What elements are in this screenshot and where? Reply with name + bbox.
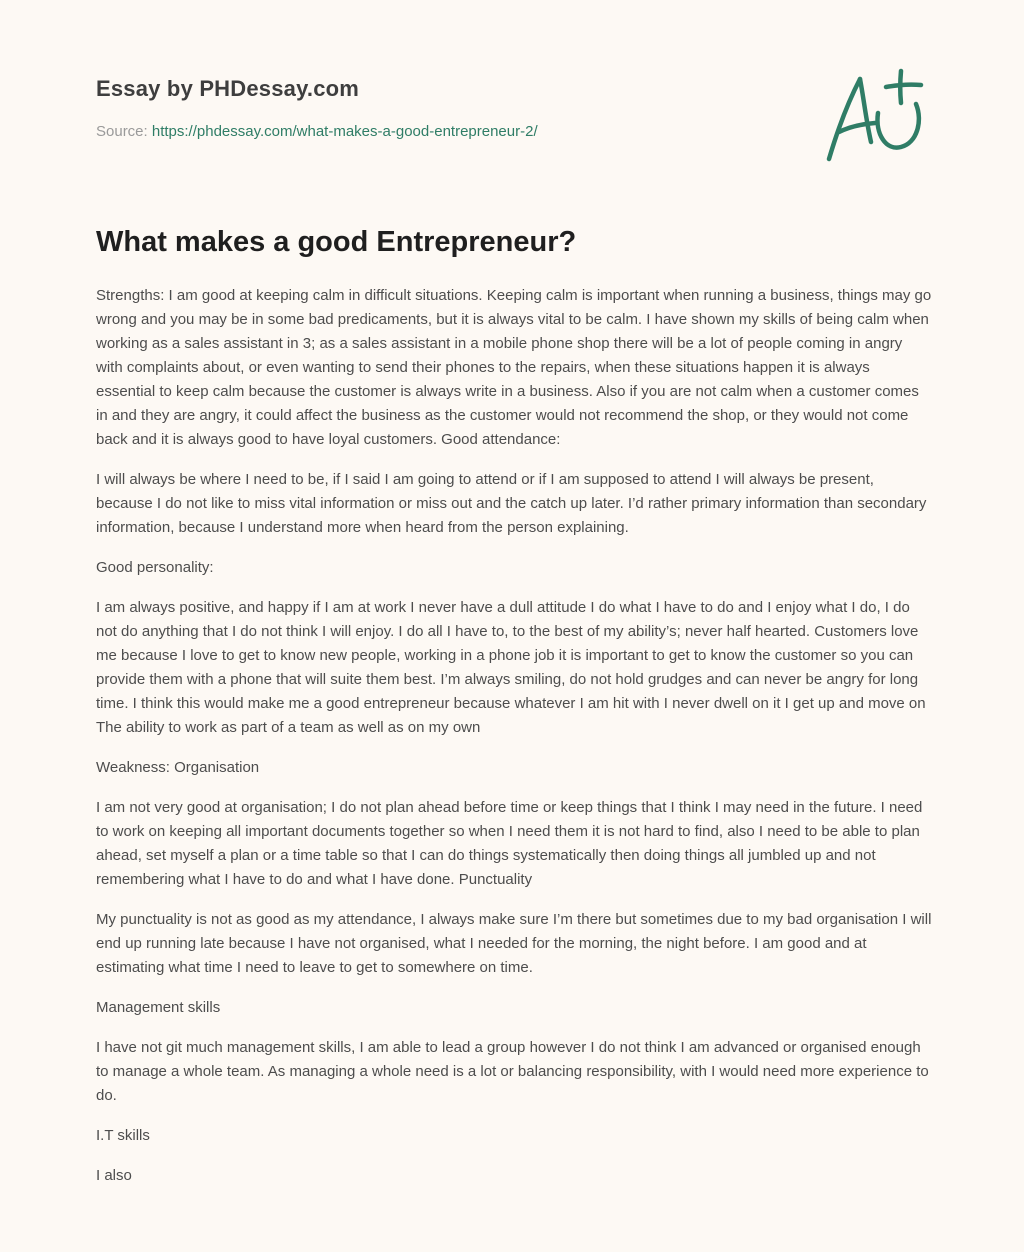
source-link[interactable]: https://phdessay.com/what-makes-a-good-entrepreneur-2/ bbox=[151, 123, 538, 140]
source-label: Source: bbox=[96, 123, 148, 140]
essay-paragraph: Strengths: I am good at keeping calm in difficult situations. Keeping calm is important when running a business, things may go wrong and you may be in some bad predicaments, but it is always vital to be calm. I have shown my skills of being calm when working as a sales assistant in 3; as a sales assistant in a mobile phone shop there will be a lot of people coming in angry with complaints about, or even wanting to send their phones to the repairs, when these situations happen it is always essential to keep calm because the customer is always write in a business. Also if you are not calm when a customer comes in and they are angry, it could affect the business as the customer would not recommend the shop, or they would not come back and it is always good to have loyal customers. Good attendance: bbox=[96, 287, 932, 448]
logo-plus-horizontal bbox=[886, 85, 921, 87]
essay-paragraph: I have not git much management skills, I am able to lead a group however I do not think I am advanced or organised enough to manage a whole team. As managing a whole need is a lot or balancing responsibility, with I would need more experience to do. bbox=[96, 1039, 929, 1104]
section-heading: Management skills bbox=[96, 999, 221, 1016]
essay-body bbox=[96, 284, 932, 1204]
essay-paragraph: I am always positive, and happy if I am at work I never have a dull attitude I do what I have to do and I enjoy what I do, I do not do anything that I do not think I will enjoy. I do all I have to, to the best of my ability’s; never half hearted. Customers love me because I love to get to know new people, working in a phone job it is important to get to know the customer so you can provide them with a phone that will suite them best. I’m always smiling, do not hold grudges and can never be angry for long time. I think this would make me a good entrepreneur because whatever I am hit with I never dwell on it I get up and move on The ability to work as part of a team as well as on my own bbox=[96, 599, 926, 736]
source-line bbox=[96, 123, 538, 140]
logo-loop bbox=[878, 104, 919, 148]
a-plus-logo-svg bbox=[820, 66, 930, 166]
site-title: Essay by PHDessay.com bbox=[96, 76, 360, 101]
essay-title: What makes a good Entrepreneur? bbox=[96, 226, 577, 258]
section-heading: Weakness: Organisation bbox=[96, 759, 260, 776]
essay-paragraph: I will always be where I need to be, if I said I am going to attend or if I am supposed to attend I will always be present, because I do not like to miss vital information or miss out and the catch up later. I’d rather primary information than secondary information, because I understand more when heard from the person explaining. bbox=[96, 471, 927, 536]
section-heading: I.T skills bbox=[96, 1127, 150, 1144]
essay-paragraph: I am not very good at organisation; I do not plan ahead before time or keep things that I think I may need in the future. I need to work on keeping all important documents together so when I need them it is not hard to find, also I need to be able to plan ahead, set myself a plan or a time table so that I can do things systematically then doing things all jumbled up and not remembering what I have to do and what I have done. Punctuality bbox=[96, 799, 923, 888]
a-plus-logo-icon bbox=[820, 66, 930, 166]
essay-paragraph: I also bbox=[96, 1167, 132, 1184]
logo-a-right-stroke bbox=[860, 79, 871, 142]
essay-paragraph: My punctuality is not as good as my attendance, I always make sure I’m there but sometimes due to my bad organisation I will end up running late because I have not organised, what I needed for the morning, the night before. I am good and at estimating what time I need to leave to get to somewhere on time. bbox=[96, 911, 932, 976]
section-heading: Good personality: bbox=[96, 559, 214, 576]
logo-a-left-stroke bbox=[829, 79, 860, 159]
